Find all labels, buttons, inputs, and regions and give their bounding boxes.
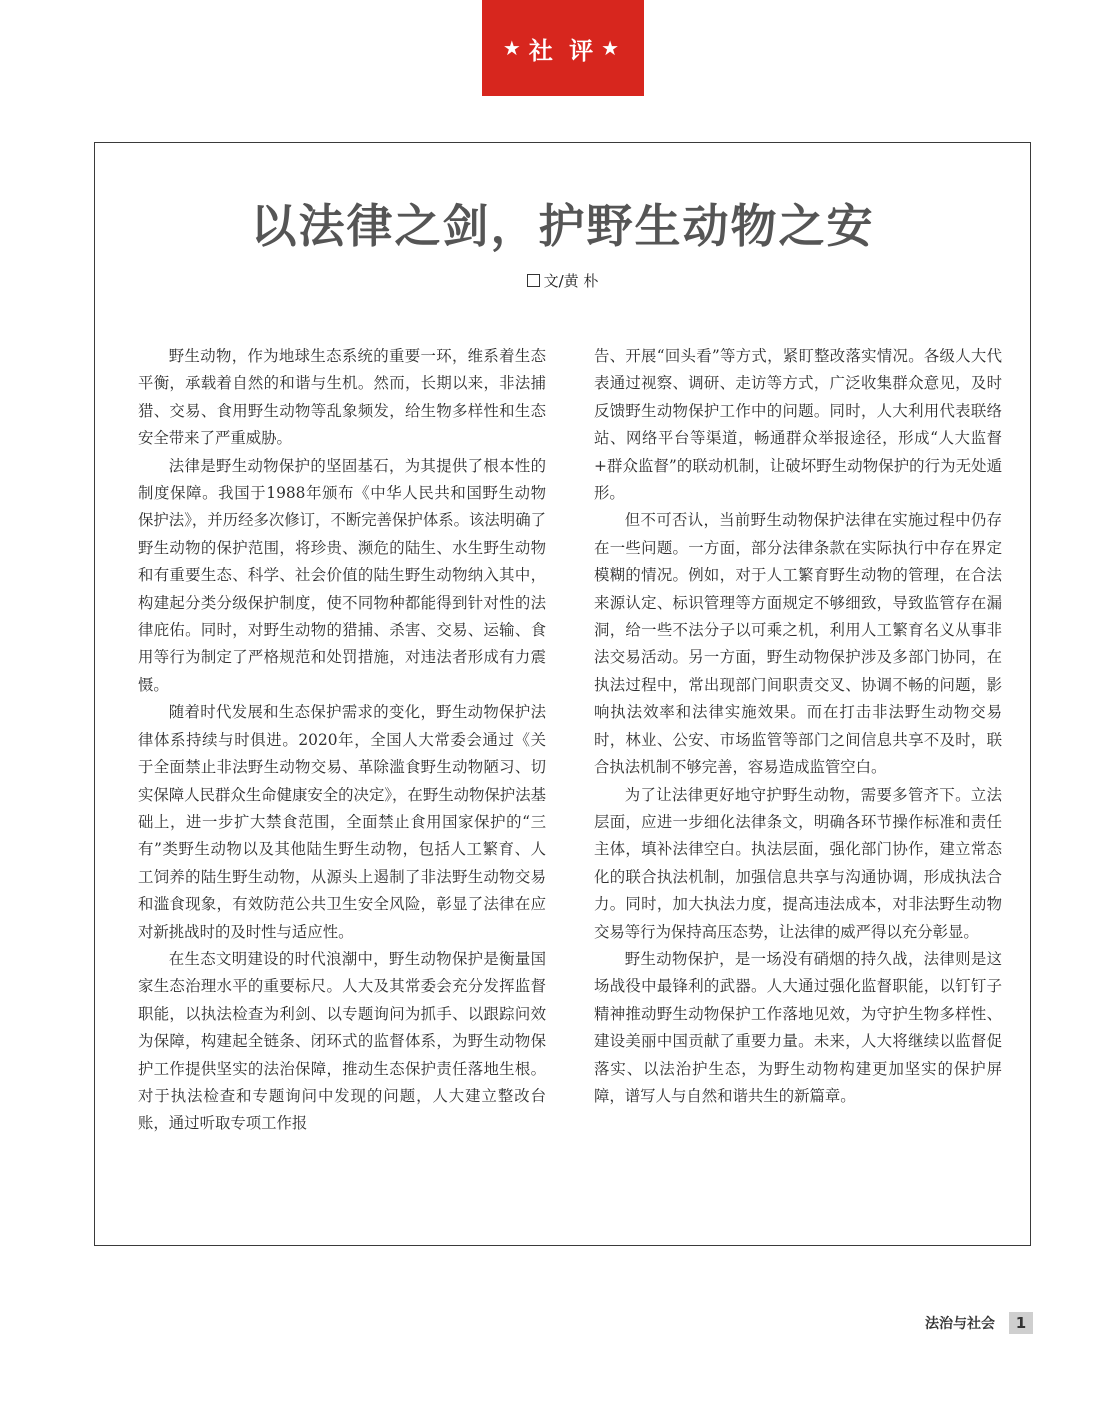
paragraph-continuation: 告、开展“回头看”等方式，紧盯整改落实情况。各级人大代表通过视察、调研、走访等方式，广泛收集群众意见，及时反馈野生动物保护工作中的问题。同时，人大利用代表联络站、网络平台等渠道，畅通群众举报途径，形成“人大监督+群众监督”的联动机制，让破坏野生动物保护的行为无处遁形。 xyxy=(594,347,1002,503)
byline-text: 文/黄 朴 xyxy=(543,272,599,290)
star-icon-right: ★ xyxy=(601,36,624,60)
paragraph: 野生动物，作为地球生态系统的重要一环，维系着生态平衡，承载着自然的和谐与生机。然而，长期以来，非法捕猎、交易、食用野生动物等乱象频发，给生物多样性和生态安全带来了严重威胁。 xyxy=(138,347,546,448)
byline xyxy=(94,270,1031,291)
star-icon-left: ★ xyxy=(502,36,525,60)
section-tab xyxy=(482,0,644,96)
paragraph: 野生动物保护，是一场没有硝烟的持久战，法律则是这场战役中最锋利的武器。人大通过强化监督职能，以钉钉子精神推动野生动物保护工作落地见效，为守护生物多样性、建设美丽中国贡献了重要力量。未来，人大将继续以监督促落实、以法治护生态，为野生动物构建更加坚实的保护屏障，谱写人与自然和谐共生的新篇章。 xyxy=(594,949,1002,1105)
paragraph: 随着时代发展和生态保护需求的变化，野生动物保护法律体系持续与时俱进。2020年，全国人大常委会通过《关于全面禁止非法野生动物交易、革除滥食野生动物陋习、切实保障人民群众生命健康安全的决定》，在野生动物保护法基础上，进一步扩大禁食范围，全面禁止食用国家保护的“三有”类野生动物以及其他陆生野生动物，包括人工繁育、人工饲养的陆生野生动物，从源头上遏制了非法野生动物交易和滥食现象，有效防范公共卫生安全风险，彰显了法律在应对新挑战时的及时性与适应性。 xyxy=(138,703,546,941)
section-label: 社 评 xyxy=(528,36,598,65)
paragraph: 但不可否认，当前野生动物保护法律在实施过程中仍存在一些问题。一方面，部分法律条款在实际执行中存在界定模糊的情况。例如，对于人工繁育野生动物的管理，在合法来源认定、标识管理等方面规定不够细致，导致监管存在漏洞，给一些不法分子以可乘之机，利用人工繁育名义从事非法交易活动。另一方面，野生动物保护涉及多部门协同，在执法过程中，常出现部门间职责交叉、协调不畅的问题，影响执法效率和法律实施效果。而在打击非法野生动物交易时，林业、公安、市场监管等部门之间信息共享不及时，联合执法机制不够完善，容易造成监管空白。 xyxy=(594,511,1002,777)
page-number: 1 xyxy=(1009,1312,1033,1334)
publication-name: 法治与社会 xyxy=(925,1316,995,1332)
left-column xyxy=(138,343,546,1138)
page-footer xyxy=(700,1312,1033,1334)
square-icon xyxy=(527,274,540,287)
right-column xyxy=(594,343,1002,1110)
paragraph: 为了让法律更好地守护野生动物，需要多管齐下。立法层面，应进一步细化法律条文，明确各环节操作标准和责任主体，填补法律空白。执法层面，强化部门协作，建立常态化的联合执法机制，加强信息共享与沟通协调，形成执法合力。同时，加大执法力度，提高违法成本，对非法野生动物交易等行为保持高压态势，让法律的威严得以充分彰显。 xyxy=(594,785,1002,941)
paragraph: 法律是野生动物保护的坚固基石，为其提供了根本性的制度保障。我国于1988年颁布《中华人民共和国野生动物保护法》，并历经多次修订，不断完善保护体系。该法明确了野生动物的保护范围，将珍贵、濒危的陆生、水生野生动物和有重要生态、科学、社会价值的陆生野生动物纳入其中，构建起分类分级保护制度，使不同物种都能得到针对性的法律庇佑。同时，对野生动物的猎捕、杀害、交易、运输、食用等行为制定了严格规范和处罚措施，对违法者形成有力震慑。 xyxy=(138,456,546,694)
article-title: 以法律之剑，护野生动物之安 xyxy=(250,199,875,253)
paragraph: 在生态文明建设的时代浪潮中，野生动物保护是衡量国家生态治理水平的重要标尺。人大及其常委会充分发挥监督职能，以执法检查为利剑、以专题询问为抓手、以跟踪问效为保障，构建起全链条、闭环式的监督体系，为野生动物保护工作提供坚实的法治保障，推动生态保护责任落地生根。对于执法检查和专题询问中发现的问题，人大建立整改台账，通过听取专项工作报 xyxy=(138,949,546,1133)
